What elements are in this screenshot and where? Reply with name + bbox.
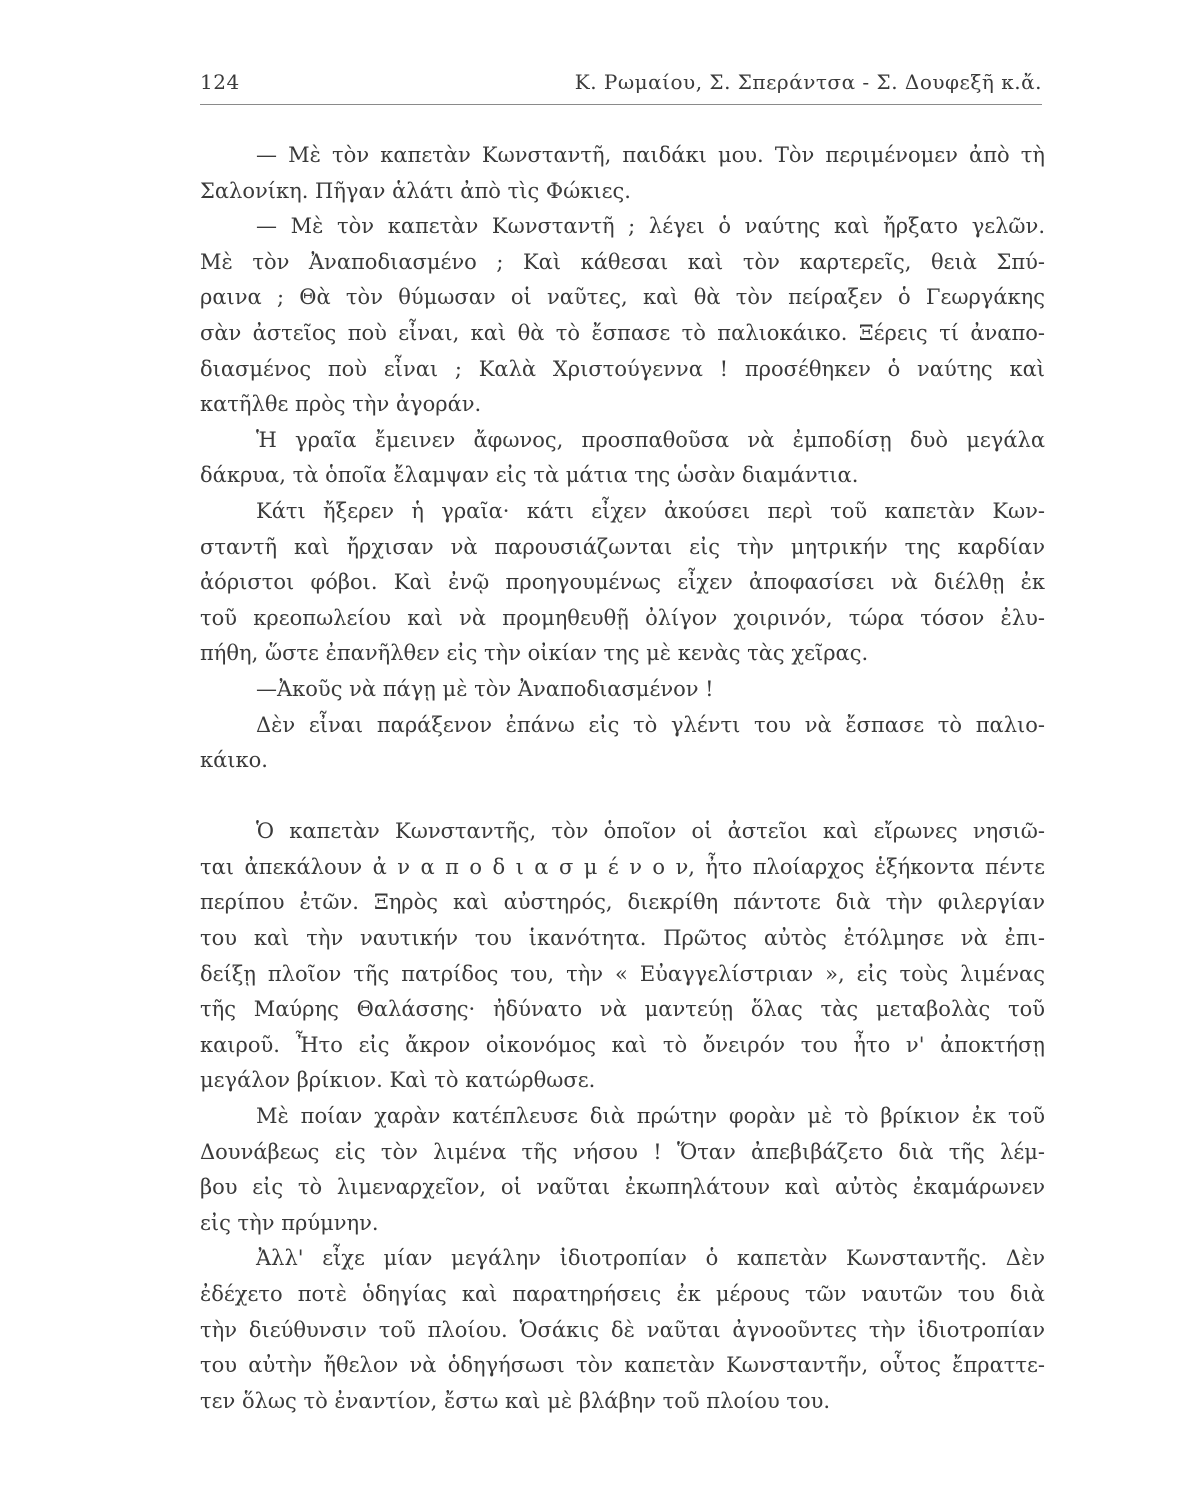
text-line: Ἀλλ' εἶχε μίαν μεγάλην ἰδιοτροπίαν ὁ καπετὰν Κωνσταντῆς. Δὲν — [256, 1246, 1045, 1271]
body-text — [200, 138, 1045, 1419]
text-line: ἐδέχετο ποτὲ ὁδηγίας καὶ παρατηρήσεις ἐκ μέρους τῶν ναυτῶν του διὰ — [200, 1282, 1045, 1306]
text-line: τῆς Μαύρης Θαλάσσης· ἠδύνατο νὰ μαντεύῃ ὅλας τὰς μεταβολὰς τοῦ — [200, 997, 1045, 1022]
page-number: 124 — [200, 70, 240, 94]
text-line: ἀόριστοι φόβοι. Καὶ ἐνῷ προηγουμένως εἶχεν ἀποφασίσει νὰ διέλθῃ ἐκ — [200, 570, 1045, 595]
text-line: βου εἰς τὸ λιμεναρχεῖον, οἱ ναῦται ἐκωπηλάτουν καὶ αὐτὸς ἐκαμάρωνεν — [200, 1175, 1045, 1200]
text-line: — Μὲ τὸν καπετὰν Κωνσταντῆ ; λέγει ὁ ναύτης καὶ ἤρξατο γελῶν. — [256, 214, 1045, 239]
text-line: κάικο. — [200, 748, 268, 773]
text-line: — Μὲ τὸν καπετὰν Κωνσταντῆ, παιδάκι μου. Τὸν περιμένομεν ἀπὸ τὴ — [256, 143, 1045, 167]
text-line: Μὲ ποίαν χαρὰν κατέπλευσε διὰ πρώτην φορὰν μὲ τὸ βρίκιον ἐκ τοῦ — [256, 1104, 1045, 1129]
text-line: τεν ὅλως τὸ ἐναντίον, ἔστω καὶ μὲ βλάβην τοῦ πλοίου του. — [200, 1388, 831, 1413]
text-line: σταντῆ καὶ ἤρχισαν νὰ παρουσιάζωνται εἰς τὴν μητρικήν της καρδίαν — [200, 534, 1045, 559]
text-line: Δὲν εἶναι παράξενον ἐπάνω εἰς τὸ γλέντι του νὰ ἔσπασε τὸ παλιο- — [256, 712, 1045, 737]
text-line: πήθη, ὥστε ἐπανῆλθεν εἰς τὴν οἰκίαν της μὲ κενὰς τὰς χεῖρας. — [200, 641, 869, 666]
text-line: Μὲ τὸν Ἀναποδιασμένο ; Καὶ κάθεσαι καὶ τὸν καρτερεῖς, θειὰ Σπύ- — [200, 249, 1045, 274]
header-rule — [200, 104, 1042, 105]
section-gap — [200, 779, 1045, 815]
text-line: του καὶ τὴν ναυτικήν του ἱκανότητα. Πρῶτος αὐτὸς ἐτόλμησε νὰ ἐπι- — [200, 926, 1045, 951]
text-line: περίπου ἐτῶν. Ξηρὸς καὶ αὐστηρός, διεκρίθη πάντοτε διὰ τὴν φιλεργίαν — [200, 890, 1045, 915]
text-line: δάκρυα, τὰ ὁποῖα ἔλαμψαν εἰς τὰ μάτια της ὡσὰν διαμάντια. — [200, 463, 859, 488]
text-line: τὴν διεύθυνσιν τοῦ πλοίου. Ὁσάκις δὲ ναῦται ἀγνοοῦντες τὴν ἰδιοτροπίαν — [200, 1317, 1045, 1342]
text-line: Σαλονίκη. Πῆγαν ἁλάτι ἀπὸ τὶς Φώκιες. — [200, 178, 631, 203]
text-line: Κάτι ἤξερεν ἡ γραῖα· κάτι εἶχεν ἀκούσει περὶ τοῦ καπετὰν Κων- — [256, 498, 1045, 523]
text-line: Ὁ καπετὰν Κωνσταντῆς, τὸν ὁποῖον οἱ ἀστεῖοι καὶ εἴρωνες νησιῶ- — [256, 819, 1045, 844]
text-line: ται ἀπεκάλουν ἀ ν α π ο δ ι α σ μ έ ν ο ν, ἦτο πλοίαρχος ἑξήκοντα πέντε — [200, 854, 1045, 879]
text-line: —Ἀκοῦς νὰ πάγῃ μὲ τὸν Ἀναποδιασμένον ! — [256, 676, 714, 701]
text-line: σὰν ἀστεῖος ποὺ εἶναι, καὶ θὰ τὸ ἔσπασε τὸ παλιοκάικο. Ξέρεις τί ἀναπο- — [200, 320, 1045, 345]
page-header — [200, 70, 1042, 106]
text-line: Δουνάβεως εἰς τὸν λιμένα τῆς νήσου ! Ὅταν ἀπεβιβάζετο διὰ τῆς λέμ- — [200, 1139, 1045, 1164]
text-line: του αὐτὴν ἤθελον νὰ ὁδηγήσωσι τὸν καπετὰν Κωνσταντῆν, οὗτος ἔπραττε- — [200, 1353, 1045, 1378]
text-line: διασμένος ποὺ εἶναι ; Καλὰ Χριστούγεννα ! προσέθηκεν ὁ ναύτης καὶ — [200, 356, 1045, 381]
text-line: ραινα ; Θὰ τὸν θύμωσαν οἱ ναῦτες, καὶ θὰ τὸν πείραξεν ὁ Γεωργάκης — [200, 285, 1045, 310]
text-line: δείξῃ πλοῖον τῆς πατρίδος του, τὴν « Εὐαγγελίστριαν », εἰς τοὺς λιμένας — [200, 961, 1045, 986]
text-line: κατῆλθε πρὸς τὴν ἀγοράν. — [200, 392, 482, 417]
text-line: εἰς τὴν πρύμνην. — [200, 1210, 379, 1235]
text-line: μεγάλον βρίκιον. Καὶ τὸ κατώρθωσε. — [200, 1068, 596, 1093]
text-line: τοῦ κρεοπωλείου καὶ νὰ προμηθευθῇ ὀλίγον χοιρινόν, τώρα τόσον ἐλυ- — [200, 605, 1045, 630]
text-line: Ἡ γραῖα ἔμεινεν ἄφωνος, προσπαθοῦσα νὰ ἐμποδίσῃ δυὸ μεγάλα — [256, 427, 1045, 452]
text-line: καιροῦ. Ἦτο εἰς ἄκρον οἰκονόμος καὶ τὸ ὄνειρόν του ἦτο ν' ἀποκτήσῃ — [200, 1032, 1045, 1057]
running-head: Κ. Ρωμαίου, Σ. Σπεράντσα - Σ. Δουφεξῆ κ.ἄ. — [574, 70, 1042, 94]
